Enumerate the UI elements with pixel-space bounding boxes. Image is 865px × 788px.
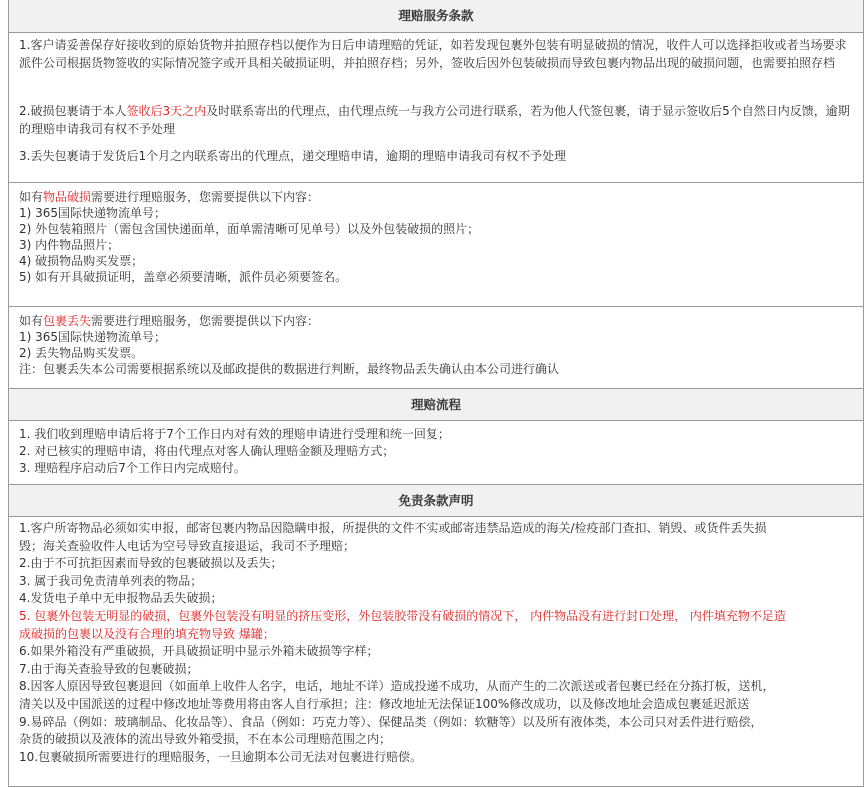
- disclaimer-item-9: 9.易碎品（例如：玻璃制品、化妆品等）、食品（例如：巧克力等）、保健品类（例如：软糖等）以及所有液体类，本公司只对丢件进行赔偿，: [19, 714, 763, 729]
- section-title: 免责条款声明: [398, 493, 474, 508]
- disclaimer-item-5-cont: 成破损的包裹以及没有合理的填充物导致 爆罐；: [19, 626, 275, 641]
- list-item: 2) 丢失物品购买发票。: [19, 346, 144, 360]
- section-header-disclaimer: [9, 485, 863, 517]
- disclaimer-item-3: 3. 属于我司免责清单列表的物品；: [19, 573, 203, 588]
- list-item: 1) 365国际快递物流单号；: [19, 206, 167, 220]
- disclaimer-item-4: 4.发货电子单中无申报物品丢失破损；: [19, 591, 223, 606]
- list-item: 2) 外包装箱照片（需包含国快递面单，面单需清晰可见单号）以及外包装破损的照片；: [19, 222, 480, 236]
- claims-terms-body: [9, 33, 863, 183]
- emphasis-text: 物品破损: [43, 190, 92, 204]
- disclaimer-item-5: 5. 包裹外包装无明显的破损，包裹外包装没有明显的挤压变形，外包装胶带没有破损的情况下， 内件物品没有进行封口处理， 内件填充物不足造: [19, 608, 786, 623]
- disclaimer-item-9-cont: 杂货的破损以及液体的流出导致外箱受损，不在本公司理赔范围之内；: [19, 732, 392, 747]
- terms-paragraph-3: 3.丢失包裹请于发货后1个月之内联系寄出的代理点，递交理赔申请，逾期的理赔申请我司有权不予处理: [19, 149, 567, 163]
- disclaimer-item-6: 6.如果外箱没有严重破损，开具破损证明中显示外箱未破损等字样；: [19, 644, 379, 659]
- disclaimer-body: [9, 517, 863, 787]
- list-item: 1. 我们收到理赔申请后将于7个工作日内对有效的理赔申请进行受理和统一回复；: [19, 427, 450, 441]
- disclaimer-item-1-cont: 毁；海关查验收件人电话为空号导致直接退运，我司不予理赔；: [19, 538, 356, 553]
- section-title: 理赔流程: [410, 397, 461, 412]
- terms-paragraph-1: 1.客户请妥善保存好接收到的原始货物并拍照存档以便作为日后申请理赔的凭证，如若发现包裹外包装有明显破损的情况，收件人可以选择拒收或者当场要求派件公司根据货物签收的实际情况签字或开具相关破损证明，并拍照存档；另外，签收后因外包装破损而导致包裹内物品出现的破损问题，也需要拍照存档: [19, 38, 847, 70]
- claims-process-body: [9, 421, 863, 485]
- disclaimer-item-8: 8.因客人原因导致包裹退回（如面单上收件人名字，电话，地址不详）造成投递不成功，从而产生的二次派送或者包裹已经在分拣打板，送机，: [19, 679, 775, 694]
- list-item: 1) 365国际快递物流单号；: [19, 330, 167, 344]
- list-item: 3) 内件物品照片；: [19, 238, 120, 252]
- disclaimer-item-10: 10.包裹破损所需要进行的理赔服务，一旦逾期本公司无法对包裹进行赔偿。: [19, 749, 423, 764]
- list-item: 4) 破损物品购买发票；: [19, 254, 144, 268]
- lost-intro: 如有包裹丢失需要进行理赔服务，您需要提供以下内容：: [19, 314, 320, 328]
- section-header-claims-terms: [9, 0, 863, 33]
- damage-claim-requirements: [9, 183, 863, 307]
- list-item: 5) 如有开具破损证明，盖章必须要清晰，派件员必须要签名。: [19, 270, 348, 284]
- claims-terms-table: [8, 0, 864, 787]
- damage-intro: 如有物品破损需要进行理赔服务，您需要提供以下内容：: [19, 190, 320, 204]
- disclaimer-item-7: 7.由于海关查验导致的包裹破损；: [19, 661, 199, 676]
- disclaimer-item-8-cont: 清关以及中国派送的过程中修改地址等费用将由客人自行承担；注：修改地址无法保证100%修改成功，以及修改地址会造成包裹延迟派送: [19, 696, 750, 711]
- list-item: 3. 理赔程序启动后7个工作日内完成赔付。: [19, 461, 246, 475]
- emphasis-text: 包裹丢失: [43, 314, 92, 328]
- list-item: 2. 对已核实的理赔申请，将由代理点对客人确认理赔金额及理赔方式；: [19, 444, 395, 458]
- disclaimer-item-2: 2.由于不可抗拒因素而导致的包裹破损以及丢失；: [19, 556, 283, 571]
- terms-paragraph-2: 2.破损包裹请于本人签收后3天之内及时联系寄出的代理点，由代理点统一与我方公司进行联系，若为他人代签包裹，请于显示签收后5个自然日内反馈，逾期的理赔申请我司有权不予处理: [19, 104, 850, 136]
- section-header-claims-process: [9, 389, 863, 421]
- lost-claim-requirements: [9, 307, 863, 389]
- emphasis-text: 签收后3天之内: [126, 104, 207, 118]
- disclaimer-item-1: 1.客户所寄物品必须如实申报，邮寄包裹内物品因隐瞒申报，所提供的文件不实或邮寄违禁品造成的海关/检疫部门查扣、销毁、或货件丢失损: [19, 521, 767, 535]
- section-title: 理赔服务条款: [398, 8, 474, 23]
- list-item: 注：包裹丢失本公司需要根据系统以及邮政提供的数据进行判断，最终物品丢失确认由本公司进行确认: [19, 362, 560, 376]
